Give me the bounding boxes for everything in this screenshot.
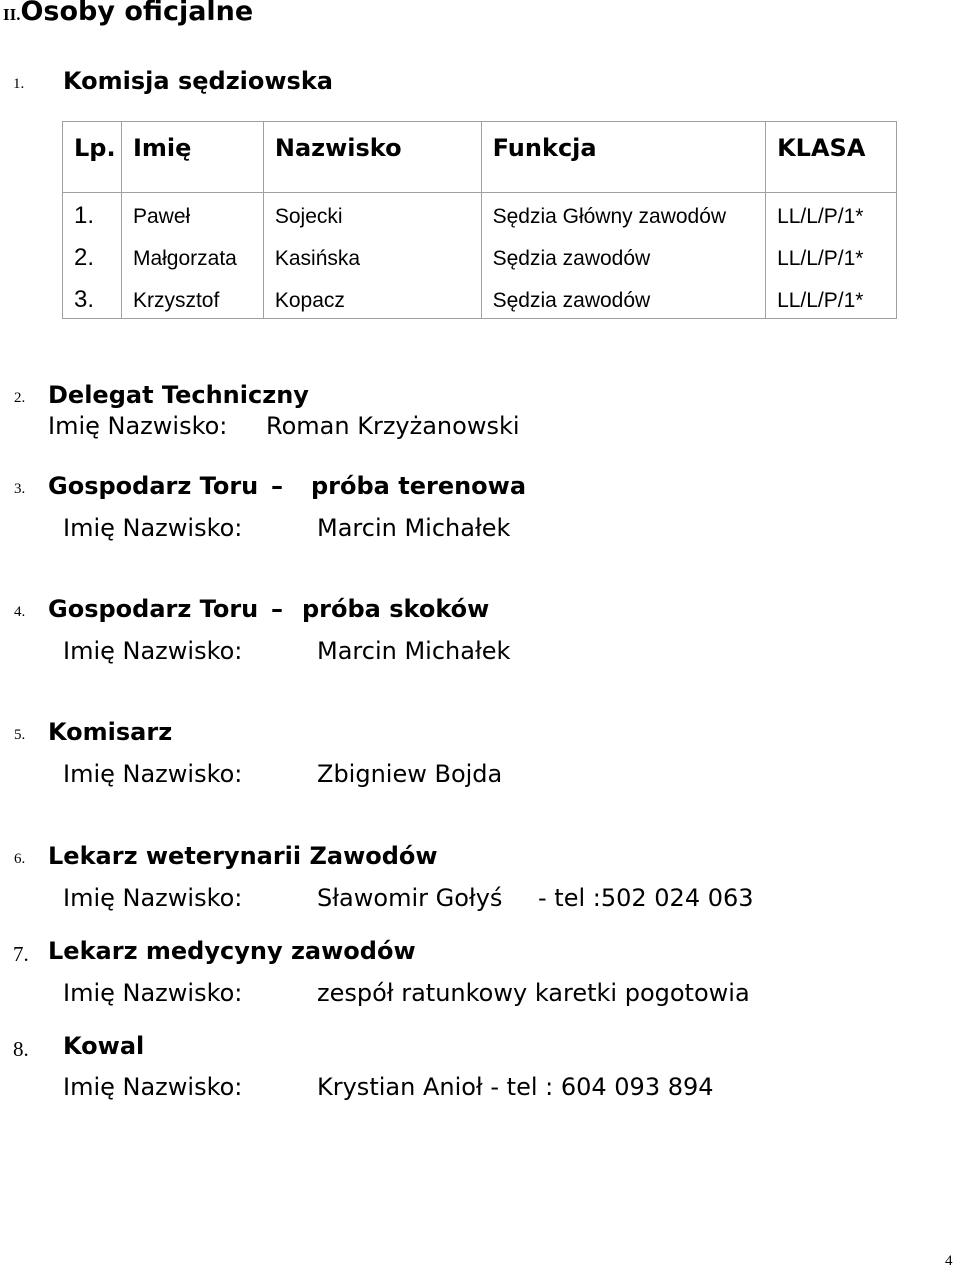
section-title: Komisarz [48,718,173,746]
name-value: Marcin Michałek [317,514,511,542]
page-number: 4 [945,1253,953,1269]
section-title: Gospodarz Toru [48,595,259,623]
table-row [63,235,897,277]
name-label: Imię Nazwisko: [63,884,243,912]
section-number: 5. [14,727,26,743]
table-cell: LL/L/P/1* [766,235,897,277]
table-cell: 2. [63,235,122,277]
section-subtitle: próba terenowa [311,472,527,500]
name-value: zespół ratunkowy karetki pogotowia [317,979,750,1007]
table-cell: Sędzia zawodów [481,277,765,319]
name-value: Sławomir Gołyś [317,884,503,912]
section-number: 2. [14,390,26,406]
name-label: Imię Nazwisko: [48,412,228,440]
name-value: Roman Krzyżanowski [266,412,520,440]
section-title: Lekarz medycyny zawodów [48,937,416,965]
section-title: Komisja sędziowska [63,67,333,95]
column-header: Nazwisko [263,122,481,193]
section-number: 4. [14,604,26,620]
table-cell: 1. [63,193,122,235]
column-header: KLASA [766,122,897,193]
table-cell: LL/L/P/1* [766,193,897,235]
name-label: Imię Nazwisko: [63,514,243,542]
page-title [3,0,253,27]
name-value: Marcin Michałek [317,637,511,665]
table-cell: 3. [63,277,122,319]
section-number: 6. [14,851,26,867]
table-cell: Sędzia Główny zawodów [481,193,765,235]
table-cell: LL/L/P/1* [766,277,897,319]
section-subtitle: próba skoków [302,595,490,623]
phone-number: - tel :502 024 063 [538,884,754,912]
table-header-row [63,122,897,193]
table-row [63,193,897,235]
chapter-title: Osoby oficjalne [20,0,254,27]
table-row [63,277,897,319]
jury-table [62,121,897,319]
table-cell: Krzysztof [121,277,263,319]
title-dash: – [271,472,283,500]
section-number: 1. [13,76,25,92]
table-cell: Sojecki [263,193,481,235]
column-header: Funkcja [481,122,765,193]
section-title: Gospodarz Toru [48,472,259,500]
name-value: Krystian Anioł - tel : 604 093 894 [317,1073,714,1101]
name-label: Imię Nazwisko: [63,1073,243,1101]
table-cell: Kopacz [263,277,481,319]
title-dash: – [271,595,283,623]
chapter-number: II. [3,5,21,24]
table-cell: Paweł [121,193,263,235]
name-label: Imię Nazwisko: [63,979,243,1007]
section-title: Delegat Techniczny [48,381,309,409]
table-cell: Sędzia zawodów [481,235,765,277]
table-cell: Małgorzata [121,235,263,277]
section-number: 7. [13,942,29,966]
table-cell: Kasińska [263,235,481,277]
section-title: Kowal [63,1032,145,1060]
name-label: Imię Nazwisko: [63,637,243,665]
section-number: 3. [14,481,26,497]
column-header: Imię [121,122,263,193]
section-number: 8. [13,1037,29,1061]
name-value: Zbigniew Bojda [317,760,503,788]
section-title: Lekarz weterynarii Zawodów [48,842,438,870]
name-label: Imię Nazwisko: [63,760,243,788]
column-header: Lp. [63,122,122,193]
